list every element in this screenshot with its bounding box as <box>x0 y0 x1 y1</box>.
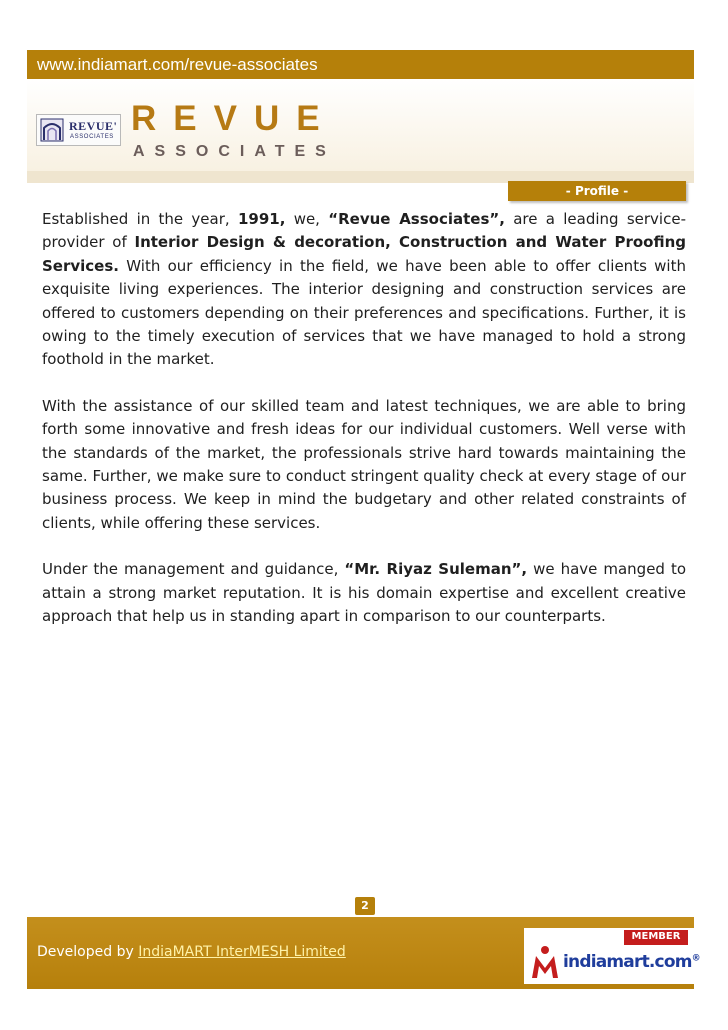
section-title: - Profile - <box>565 184 629 198</box>
paragraph-3 <box>42 558 686 628</box>
developer-link[interactable]: IndiaMART InterMESH Limited <box>138 944 346 960</box>
paragraph-2: With the assistance of our skilled team and latest techniques, we are able to bring forth some innovative and fresh ideas for our individual customers. Well verse with the standards of the market, the professionals strive hard towards maintaining the same. Further, we make sure to conduct stringent quality check at every stage of our business process. We keep in mind the budgetary and other related constraints of clients, while offering these services. <box>42 396 686 532</box>
brand-subtitle: ASSOCIATES <box>133 143 336 160</box>
logo-text: REVUE' <box>69 119 118 133</box>
indiamart-m-icon <box>529 944 561 980</box>
footer <box>27 917 700 989</box>
company-logo <box>36 114 121 146</box>
section-tab <box>508 181 686 201</box>
indiamart-member-logo[interactable] <box>524 928 700 984</box>
developed-by-text <box>37 944 346 960</box>
website-url[interactable]: www.indiamart.com/revue-associates <box>37 55 318 74</box>
developed-by-label: Developed by <box>37 944 139 960</box>
member-badge-label: MEMBER <box>631 931 681 942</box>
top-bar <box>27 50 694 79</box>
p1-text-4: With our efficiency in the field, we have been able to offer clients with exquisite living experiences. The interior designing and construction services are offered to customers depending on their preferences and specifications. Further, it is owing to the timely execution of services that we have managed to hold a strong foothold in the market. <box>42 256 686 369</box>
indiamart-logo-word: indiamart.com <box>563 952 692 972</box>
company-header <box>27 79 694 171</box>
page-number-badge <box>355 897 375 915</box>
brand-name: REVUE <box>131 99 337 138</box>
logo-subtext: ASSOCIATES <box>70 134 114 140</box>
p3-person-name: “Mr. Riyaz Suleman”, <box>344 560 528 579</box>
member-badge <box>624 930 688 945</box>
paragraph-1 <box>42 208 686 372</box>
profile-content <box>42 208 686 652</box>
p1-text-3: are a leading service-provider of <box>42 210 686 252</box>
registered-mark: ® <box>691 953 700 964</box>
p3-text-1: Under the management and guidance, <box>42 560 345 579</box>
p1-company-name: “Revue Associates”, <box>328 210 505 228</box>
indiamart-logo-text <box>563 952 700 972</box>
revue-logo-icon <box>40 118 64 142</box>
p1-text-1: Established in the year, <box>42 210 238 228</box>
p3-text-2: we have manged to attain a strong market reputation. It is his domain expertise and excellent creative approach that help us in standing apart in comparison to our counterparts. <box>42 560 686 626</box>
p1-services: Interior Design & decoration, Construction and Water Proofing Services. <box>42 233 687 275</box>
p1-year: 1991, <box>237 210 286 228</box>
page-number: 2 <box>361 899 369 912</box>
p1-text-2: we, <box>285 210 329 228</box>
